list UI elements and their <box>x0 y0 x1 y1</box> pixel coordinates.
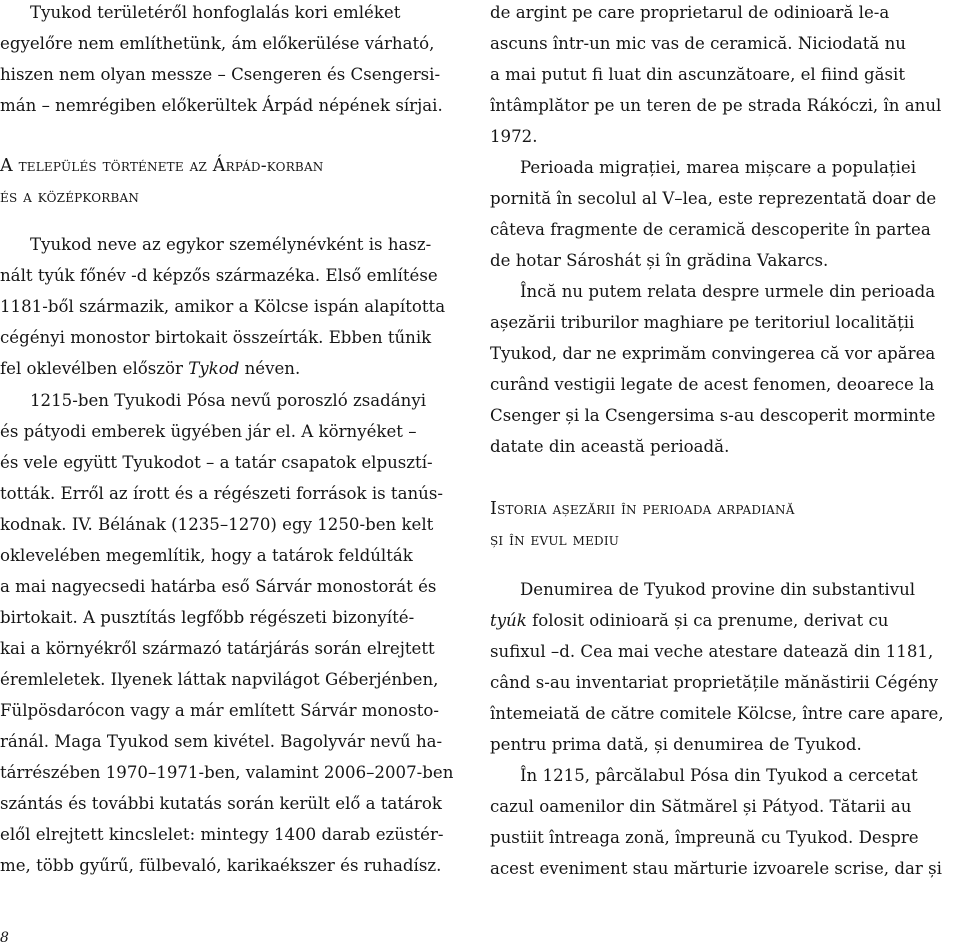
text-line: kodnak. IV. Bélának (1235–1270) egy 1250-ben kelt <box>0 515 434 534</box>
text-line: éremleletek. Ilyenek láttak napvilágot Géberjénben, <box>0 670 439 689</box>
text-line: és pátyodi emberek ügyében jár el. A környéket – <box>0 422 417 441</box>
text-fragment: néven. <box>244 359 301 378</box>
text-line: és vele együtt Tyukodot – a tatár csapatok elpusztí- <box>0 453 433 472</box>
text-line: așezării triburilor maghiare pe teritoriul localității <box>490 313 915 332</box>
text-line: cégényi monostor birtokait összeírták. Ebben tűnik <box>0 328 432 347</box>
text-line: pornită în secolul al V–lea, este reprezentată doar de <box>490 189 937 208</box>
text-line: În 1215, pârcălabul Pósa din Tyukod a cercetat <box>520 766 918 785</box>
text-line: szántás és további kutatás során került elő a tatárok <box>0 794 442 813</box>
text-line: Csenger și la Csengersima s-au descoperit morminte <box>490 406 936 425</box>
text-line: pustiit întreaga zonă, împreună cu Tyukod. Despre <box>490 828 919 847</box>
text-line: curând vestigii legate de acest fenomen, deoarece la <box>490 375 935 394</box>
text-line: tották. Erről az írott és a régészeti források is tanús- <box>0 484 443 503</box>
section-heading: A település története az Árpád-korban <box>0 156 324 176</box>
text-line: Denumirea de Tyukod provine din substantivul <box>520 580 916 599</box>
text-line: kai a környékről származó tatárjárás során elrejtett <box>0 639 435 658</box>
text-line: 1972. <box>490 127 538 146</box>
text-line: tárrészében 1970–1971-ben, valamint 2006–2007-ben <box>0 763 454 782</box>
text-line: oklevelében megemlítik, hogy a tatárok feldúlták <box>0 546 413 565</box>
text-line: egyelőre nem említhetünk, ám előkerülése várható, <box>0 34 435 53</box>
text-line <box>0 358 300 380</box>
text-line: 1181-ből származik, amikor a Kölcse ispán alapította <box>0 297 446 316</box>
page-number: 8 <box>0 930 9 946</box>
text-line: întâmplător pe un teren de pe strada Rákóczi, în anul <box>490 96 942 115</box>
text-line: câteva fragmente de ceramică descoperite în partea <box>490 220 931 239</box>
text-line: întemeiată de către comitele Kölcse, între care apare, <box>490 704 944 723</box>
section-heading: și în evul mediu <box>490 530 620 550</box>
text-line: mán – nemrégiben előkerültek Árpád népének sírjai. <box>0 96 443 115</box>
text-line: sufixul –d. Cea mai veche atestare datează din 1181, <box>490 642 934 661</box>
text-line: birtokait. A pusztítás legfőbb régészeti bizonyíté- <box>0 608 415 627</box>
text-line: când s-au inventariat proprietățile mănăstirii Cégény <box>490 673 938 692</box>
text-line: elől elrejtett kincslelet: mintegy 1400 darab ezüstér- <box>0 825 444 844</box>
text-line: Tyukod területéről honfoglalás kori emléket <box>30 3 401 22</box>
text-line: Fülpösdarócon vagy a már említett Sárvár monosto- <box>0 701 439 720</box>
text-line: me, több gyűrű, fülbevaló, karikaékszer és ruhadísz. <box>0 856 442 875</box>
text-line: Tyukod neve az egykor személynévként is hasz- <box>30 235 432 254</box>
text-line: Perioada migrației, marea mișcare a populației <box>520 158 917 177</box>
text-line <box>490 610 888 632</box>
section-heading: és a középkorban <box>0 187 140 207</box>
text-line: hiszen nem olyan messze – Csengeren és Csengersi- <box>0 65 441 84</box>
text-fragment: fel oklevélben először <box>0 359 183 378</box>
text-line: nált tyúk főnév -d képzős származéka. Első említése <box>0 266 438 285</box>
section-heading: Istoria așezării în perioada arpadiană <box>490 499 795 519</box>
text-line: a mai nagyecsedi határba eső Sárvár monostorát és <box>0 577 437 596</box>
text-line: a mai putut fi luat din ascunzătoare, el fiind găsit <box>490 65 905 84</box>
text-line: Încă nu putem relata despre urmele din perioada <box>520 282 936 301</box>
text-line: pentru prima dată, și denumirea de Tyukod. <box>490 735 862 754</box>
text-line: de hotar Sároshát și în grădina Vakarcs. <box>490 251 829 270</box>
text-line: 1215-ben Tyukodi Pósa nevű poroszló zsadányi <box>30 391 427 410</box>
text-line: datate din această perioadă. <box>490 437 730 456</box>
text-line: ascuns într-un mic vas de ceramică. Niciodată nu <box>490 34 906 53</box>
text-line: ránál. Maga Tyukod sem kivétel. Bagolyvár nevű ha- <box>0 732 443 751</box>
italic-term: tyúk <box>490 611 527 630</box>
text-line: cazul oamenilor din Sătmărel și Pátyod. Tătarii au <box>490 797 912 816</box>
text-line: de argint pe care proprietarul de odinioară le-a <box>490 3 890 22</box>
text-fragment: folosit odinioară și ca prenume, derivat cu <box>532 611 889 630</box>
text-line: acest eveniment stau mărturie izvoarele scrise, dar și <box>490 859 942 878</box>
italic-term: Tykod <box>188 359 240 378</box>
text-line: Tyukod, dar ne exprimăm convingerea că vor apărea <box>490 344 936 363</box>
